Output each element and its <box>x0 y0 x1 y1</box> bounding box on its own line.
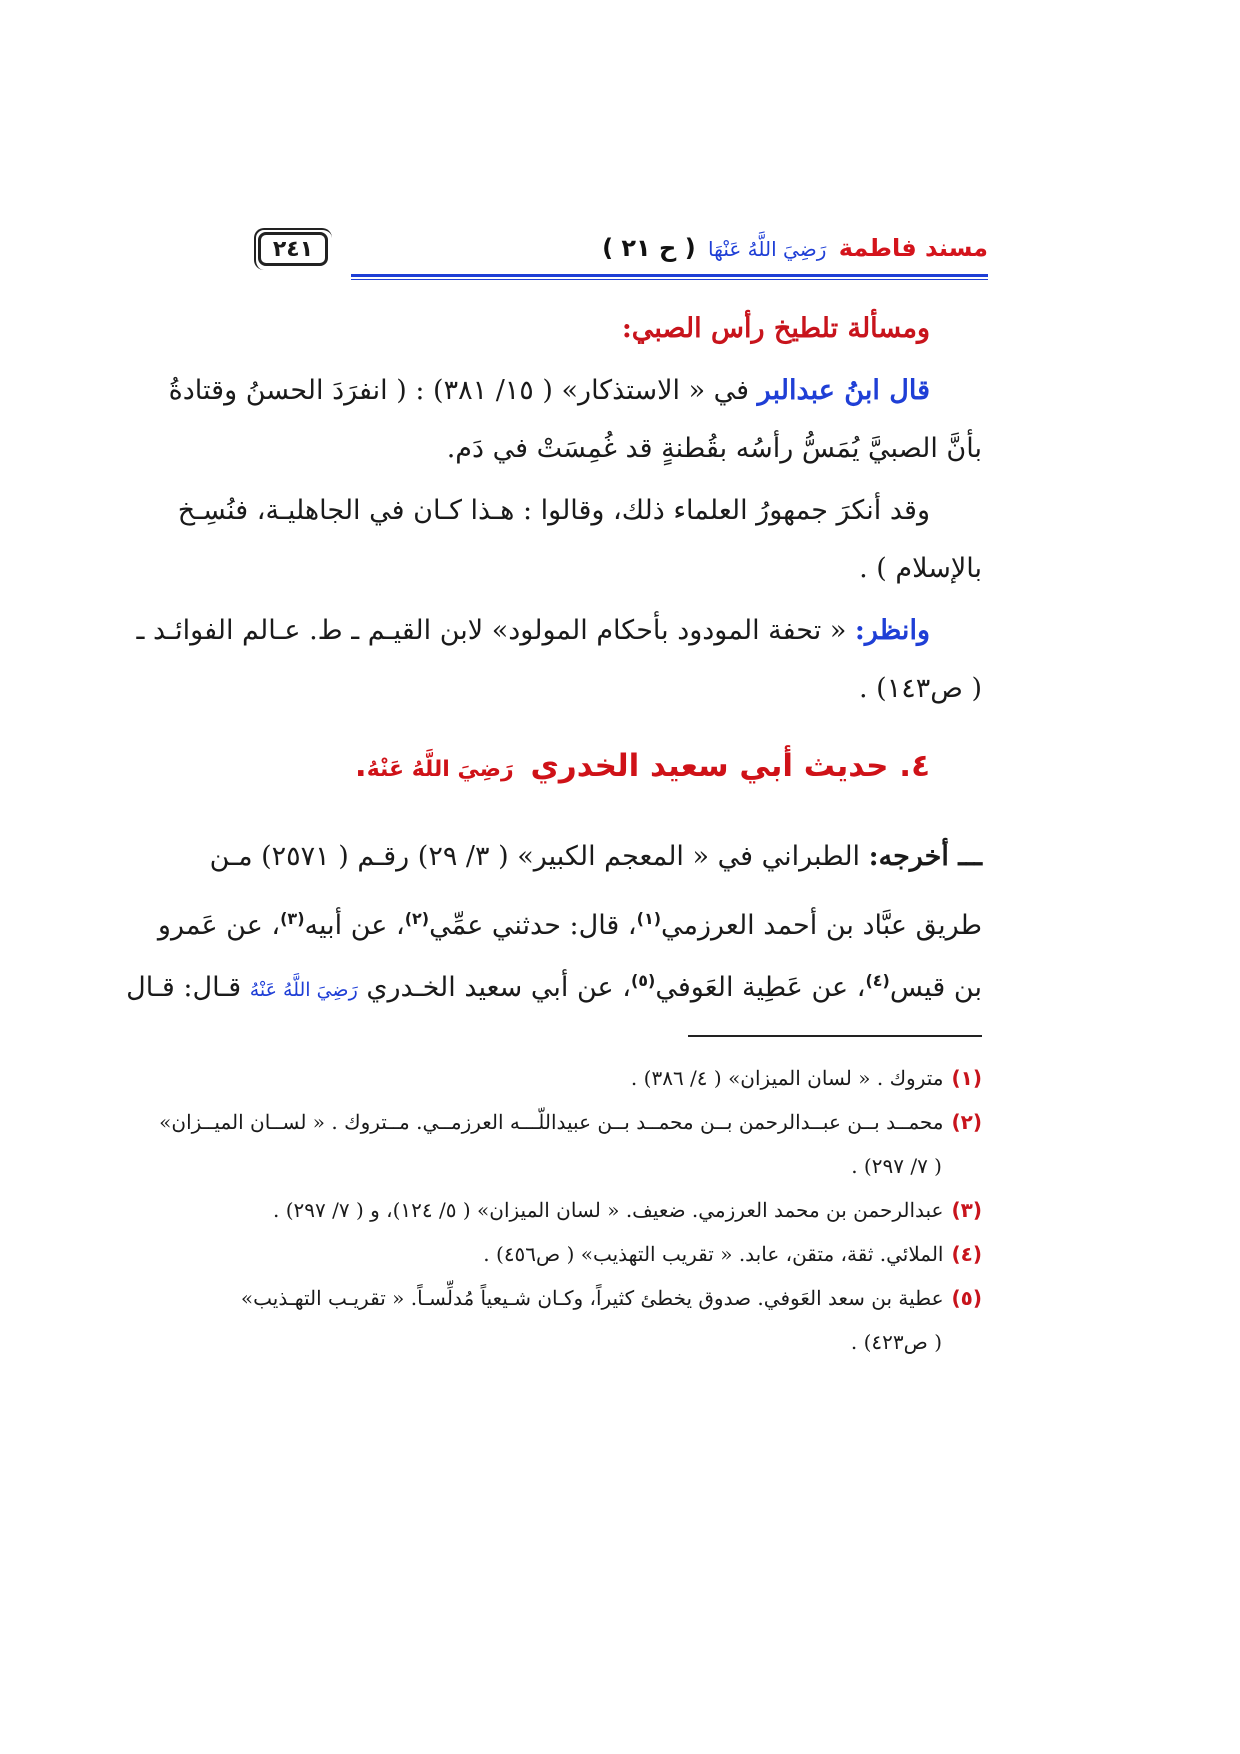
paragraph-line <box>126 952 982 1019</box>
section-number: ٤. <box>899 748 930 784</box>
section-honorific: رَضِيَ اللَّهُ عَنْهُ <box>366 757 514 782</box>
footnote-5-cont: ( ص٤٢٣) . <box>850 1330 942 1354</box>
footnote-text: الملائي. ثقة، متقن، عابد. « تقريب التهذيب» ( ص٤٥٦) . <box>483 1242 944 1266</box>
paragraph-text: في « الاستذكار» ( ١٥/ ٣٨١) : ( انفرَدَ الحسنُ وقتادةُ <box>168 375 758 406</box>
see-label: وانظر: <box>854 615 930 646</box>
paragraph-line <box>209 828 982 886</box>
paragraph-line: بأنَّ الصبيَّ يُمَسُّ رأسُه بقُطنةٍ قد غُمِسَتْ في دَم. <box>446 433 982 464</box>
footnote-number: (١) <box>951 1066 982 1090</box>
honorific: رَضِيَ اللَّهُ عَنْهَا <box>708 237 827 261</box>
footnote-3 <box>250 1188 982 1232</box>
footnote-text: عطية بن سعد العَوفي. صدوق يخطئ كثيراً، وكـان شـيعياً مُدلِّسـاً. « تقريـب التهـذيب» <box>240 1286 944 1310</box>
page-header <box>258 232 988 272</box>
quote-source: قال ابنُ عبدالبر <box>757 375 930 406</box>
paragraph-text: ، عن أبي سعيد الخـدري <box>357 972 631 1003</box>
footnotes <box>159 1056 982 1364</box>
footnote-1 <box>250 1056 982 1100</box>
footnote-2-cont: ( ٧/ ٢٩٧) . <box>851 1154 942 1178</box>
paragraph-text: بن قيس <box>889 972 982 1003</box>
footnote-2 <box>159 1100 982 1144</box>
footnote-number: (٤) <box>951 1242 982 1266</box>
section-title-text: حديث أبي سعيد الخدري <box>530 748 889 784</box>
footnote-ref[interactable]: (٤) <box>865 971 890 990</box>
paragraph-text: ، عن عَطِية العَوفي <box>655 972 866 1003</box>
footnote-4 <box>250 1232 982 1276</box>
paragraph-line: وقد أنكرَ جمهورُ العلماء ذلك، وقالوا : هـذا كـان في الجاهليـة، فنُسِـخ <box>177 495 930 526</box>
issue-heading: ومسألة تلطيخ رأس الصبي: <box>621 313 930 344</box>
header-rule <box>351 274 988 280</box>
paragraph-text: ، عن عَمرو <box>157 910 281 941</box>
paragraph-text: الطبراني في « المعجم الكبير» ( ٣/ ٢٩) رقـم ( ٢٥٧١) مـن <box>209 841 869 872</box>
paragraph-line <box>168 362 982 420</box>
page-number: ٢٤١ <box>258 232 328 266</box>
footnote-text: متروك . « لسان الميزان» ( ٤/ ٣٨٦) . <box>630 1066 944 1090</box>
footnote-ref[interactable]: (١) <box>636 909 662 928</box>
volume-label: ( ح ٢١ ) <box>602 234 696 262</box>
paragraph-text: ، عن أبيه <box>304 910 405 941</box>
extraction-label: ـــ أخرجه: <box>868 841 982 872</box>
paragraph-line: بالإسلام ) . <box>859 553 982 584</box>
footnote-ref[interactable]: (٣) <box>280 909 305 928</box>
paragraph-line <box>136 602 982 660</box>
honorific-inline: رَضِيَ اللَّهُ عَنْهُ <box>249 979 358 1001</box>
footnote-5 <box>240 1276 982 1320</box>
footnote-text: محمــد بــن عبــدالرحمن بــن محمــد بــن عبيداللّـــه العرزمــي. مــتروك . « لســان الميــزان» <box>159 1110 944 1134</box>
paragraph-line <box>157 890 982 955</box>
paragraph-text: ، قال: حدثني عمِّي <box>429 910 637 941</box>
section-title <box>355 748 930 784</box>
paragraph-text: « تحفة المودود بأحكام المولود» لابن القيـم ـ ط. عـالم الفوائـد ـ <box>136 615 855 646</box>
footnote-ref[interactable]: (٢) <box>404 909 430 928</box>
paragraph-text: طريق عبَّاد بن أحمد العرزمي <box>661 910 982 941</box>
footnote-number: (٣) <box>951 1198 982 1222</box>
footnote-separator <box>688 1035 982 1037</box>
running-head <box>602 234 988 262</box>
footnote-ref[interactable]: (٥) <box>630 971 656 990</box>
book-title: مسند فاطمة <box>838 234 988 262</box>
paragraph-text: قـال: قـال <box>126 972 250 1003</box>
section-end: . <box>354 748 367 784</box>
footnote-number: (٢) <box>951 1110 982 1134</box>
paragraph-line: ( ص١٤٣) . <box>859 673 982 704</box>
footnote-text: عبدالرحمن بن محمد العرزمي. ضعيف. « لسان الميزان» ( ٥/ ١٢٤)، و ( ٧/ ٢٩٧) . <box>273 1198 944 1222</box>
footnote-number: (٥) <box>951 1286 982 1310</box>
